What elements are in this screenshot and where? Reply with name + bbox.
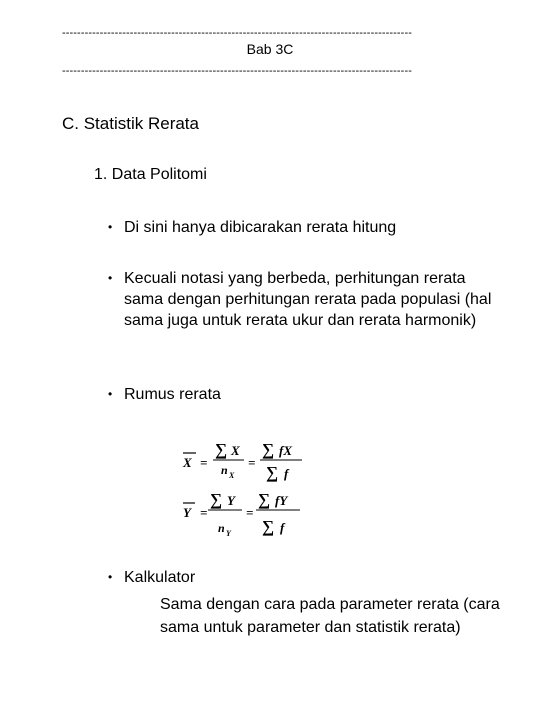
y-bar-symbol: Y xyxy=(183,505,191,520)
equals-sign: = xyxy=(200,455,208,470)
f-term: f xyxy=(284,466,289,481)
n-subscript: X xyxy=(229,471,235,480)
n-subscript: Y xyxy=(226,529,231,538)
sum-symbol: ∑ xyxy=(215,440,228,459)
bullet-dot: • xyxy=(108,387,113,401)
equals-sign: = xyxy=(248,455,256,470)
subsection-title: 1. Data Politomi xyxy=(94,166,207,183)
equals-sign: = xyxy=(200,505,208,520)
x-bar-symbol: X xyxy=(183,455,192,470)
x-variable: X xyxy=(231,443,240,458)
n-denominator: n xyxy=(221,463,228,477)
chapter-title: Bab 3C xyxy=(246,41,294,57)
fy-term: fY xyxy=(275,493,288,508)
equals-sign: = xyxy=(246,505,254,520)
sum-symbol: ∑ xyxy=(262,440,275,459)
bullet-dot: • xyxy=(108,271,113,285)
bullet-text: Rumus rerata xyxy=(124,386,221,403)
f-term: f xyxy=(280,520,285,535)
header-rule-top: --------------------------------------------------------------------------------------------- xyxy=(62,27,412,39)
kalkulator-detail: Sama dengan cara pada parameter rerata (cara sama untuk parameter dan statistik rerata) xyxy=(160,596,500,636)
bullet-dot: • xyxy=(108,220,113,234)
bullet-dot: • xyxy=(108,570,113,584)
bullet-text: Kalkulator xyxy=(124,569,196,586)
mean-formula xyxy=(178,436,318,544)
sum-symbol: ∑ xyxy=(262,517,275,536)
bullet-text: Di sini hanya dibicarakan rerata hitung xyxy=(124,219,397,236)
bullet-text: Kecuali notasi yang berbeda, perhitungan rerata sama dengan perhitungan rerata pada populasi (hal sama juga untuk rerata ukur dan rerata harmonik) xyxy=(124,270,492,329)
mean-formula-svg xyxy=(178,436,318,544)
fx-term: fX xyxy=(279,443,292,458)
n-denominator: n xyxy=(218,521,225,535)
sum-symbol: ∑ xyxy=(266,463,279,482)
sum-symbol: ∑ xyxy=(210,490,223,509)
section-title: C. Statistik Rerata xyxy=(62,114,199,133)
header-rule-bottom: --------------------------------------------------------------------------------------------- xyxy=(62,65,412,77)
sum-symbol: ∑ xyxy=(258,490,271,509)
y-variable: Y xyxy=(227,493,235,508)
